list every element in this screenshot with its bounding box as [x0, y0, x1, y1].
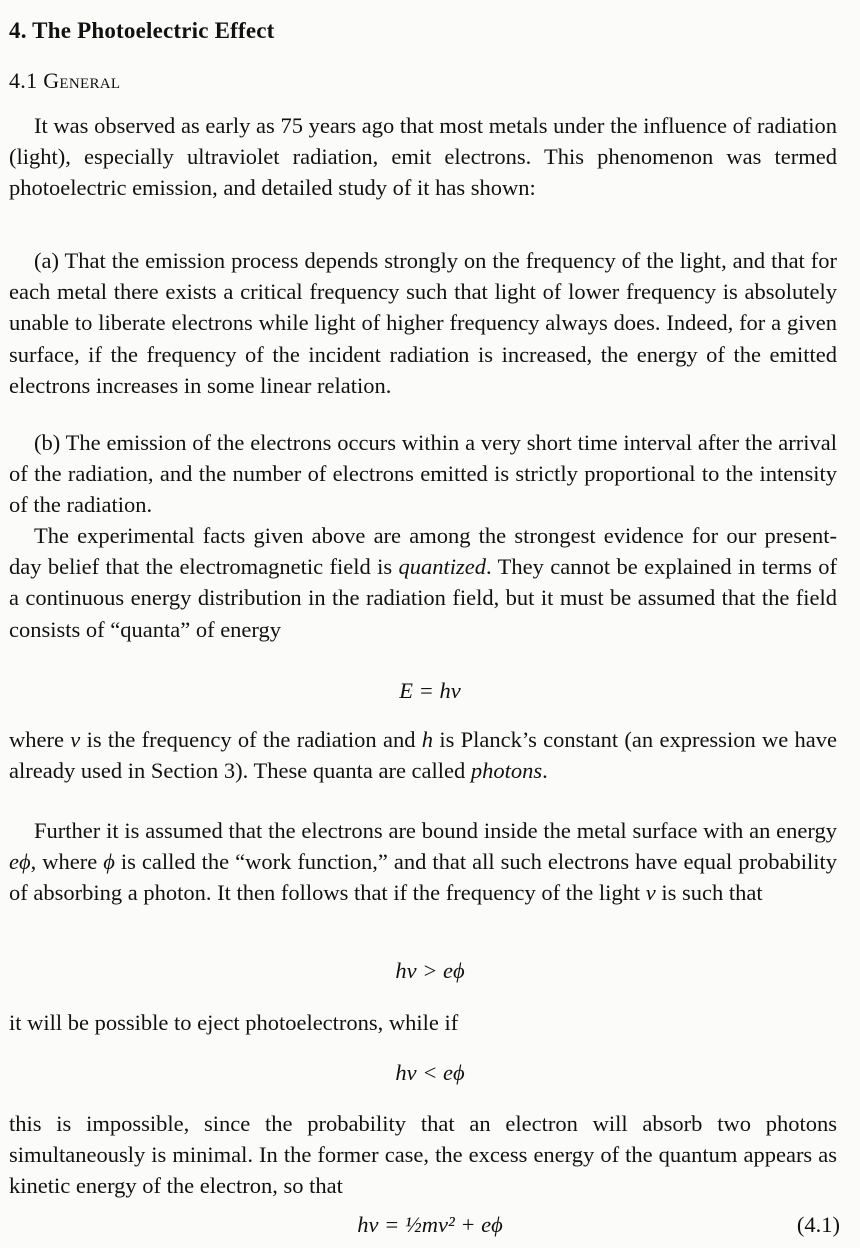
possible-text: it will be possible to eject photoelectrons, while if [9, 1010, 459, 1035]
paragraph-further [9, 815, 837, 909]
paragraph-item-b [9, 427, 837, 521]
further-text-1: Further it is assumed that the electrons are bound inside the metal surface with an energy [34, 818, 837, 843]
where-text-3: is Planck’s constant (an expression we have already used in Section 3). These quanta are called [9, 727, 837, 784]
quantized-term: quantized [398, 554, 486, 580]
nu-symbol: ν [70, 727, 81, 752]
paragraph-item-b-text: (b) The emission of the electrons occurs within a very short time interval after the arrival of the radiation, and the number of electrons emitted is strictly proportional to the intensity of the radiation. [9, 430, 837, 518]
equation-planck: E = hν [399, 678, 461, 703]
equation-number: (4.1) [796, 1212, 840, 1237]
paragraph-intro-text: It was observed as early as 75 years ago that most metals under the influence of radiation (light), especially ultraviolet radiation, emit electrons. This phenomenon was termed photoelectric emission, and detailed study of it has shown: [9, 113, 837, 201]
paragraph-item-a [9, 245, 837, 401]
facts-text-2: . They cannot be explained in terms of a continuous energy distribution in the radiation field, but it must be assumed that the field consists of “quanta” of energy [9, 554, 838, 642]
further-text-2: , where [30, 849, 98, 875]
impossible-text: this is impossible, since the probability that an electron will absorb two photons simultaneously is minimal. In the former case, the excess energy of the quantum appears as kinetic energy of the electron, so that [9, 1111, 837, 1199]
equation-greater: hν > eϕ [395, 958, 465, 983]
phi-symbol: ϕ [103, 849, 115, 875]
where-text-4: . [542, 758, 548, 784]
section-title: 4. The Photoelectric Effect [9, 18, 275, 43]
where-text-1: where [9, 727, 64, 752]
equation-less: hν < eϕ [395, 1060, 465, 1085]
paragraph-item-a-text: (a) That the emission process depends strongly on the frequency of the light, and that for each metal there exists a critical frequency such that light of lower frequency is absolutely unable to liberate electrons while light of higher frequency always does. Indeed, for a given surface, if the frequency of the incident radiation is increased, the energy of the emitted electrons increases in some linear relation. [9, 248, 837, 398]
paragraph-possible [9, 1007, 837, 1038]
paragraph-experimental-facts [9, 520, 837, 645]
further-text-4: is such that [661, 880, 763, 906]
h-symbol: h [421, 727, 434, 752]
further-text-3: is called the “work function,” and that all such electrons have equal probability of absorbing a photon. It then follows that if the frequency of the light [9, 849, 837, 906]
facts-text-1: The experimental facts given above are among the strongest evidence for our present-day belief that the electromagnetic field is [9, 523, 837, 580]
equation-einstein: hν = ½mv² + eϕ [357, 1212, 503, 1237]
paragraph-where [9, 724, 837, 786]
paragraph-impossible [9, 1108, 837, 1202]
subsection-title: 4.1 General [9, 68, 121, 93]
nu-symbol: ν [645, 880, 656, 906]
where-text-2: is the frequency of the radiation and [86, 727, 416, 752]
paragraph-intro [9, 110, 837, 204]
ephi-symbol: eϕ [9, 849, 31, 875]
photons-term: photons [470, 758, 543, 784]
